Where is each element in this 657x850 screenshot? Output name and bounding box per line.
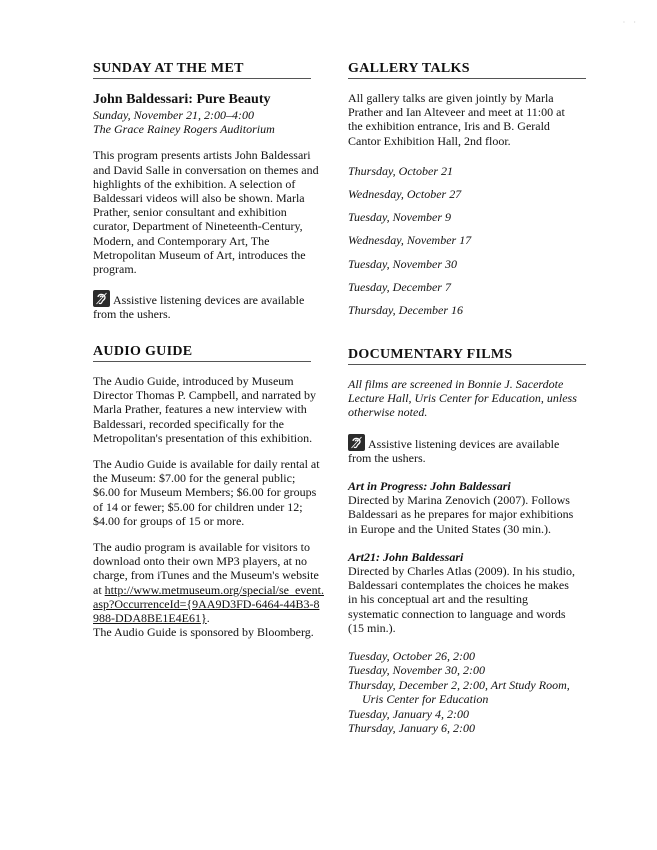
films-intro: All films are screened in Bonnie J. Sacerdote Lecture Hall, Uris Center for Education, unless otherwise noted. — [348, 377, 577, 420]
section-documentary-films — [348, 346, 580, 735]
talk-date: Thursday, December 16 — [348, 303, 463, 318]
section-audio-guide — [93, 343, 325, 639]
talk-date: Tuesday, November 30 — [348, 256, 457, 271]
talk-date: Wednesday, November 17 — [348, 233, 472, 248]
hearing-assist-icon — [348, 434, 365, 451]
audio-sponsor: The Audio Guide is sponsored by Bloomberg. — [93, 625, 314, 640]
screening-location: Uris Center for Education — [362, 692, 489, 707]
audio-download-info — [93, 540, 325, 625]
event-venue: The Grace Rainey Rogers Auditorium — [93, 122, 275, 137]
scan-marks: · · — [622, 18, 639, 27]
heading-audio-guide: AUDIO GUIDE — [93, 343, 311, 362]
audio-link-period: . — [206, 611, 210, 626]
film-description: Directed by Charles Atlas (2009). In his studio, Baldessari contemplates the choices he makes in his conceptual art and the resulting systematic connection to language and words (15 min.). — [348, 564, 575, 635]
heading-sunday-at-the-met: SUNDAY AT THE MET — [93, 60, 311, 79]
event-title: John Baldessari: Pure Beauty — [93, 92, 271, 107]
assistive-listening-note — [348, 434, 580, 465]
screening-date: Tuesday, October 26, 2:00 — [348, 649, 475, 664]
heading-documentary-films: DOCUMENTARY FILMS — [348, 346, 586, 365]
talk-date: Thursday, October 21 — [348, 163, 453, 178]
event-date: Sunday, November 21, 2:00–4:00 — [93, 108, 254, 122]
assist-text: Assistive listening devices are available from the ushers. — [93, 293, 305, 322]
assistive-listening-note — [93, 290, 325, 321]
audio-download-text: The audio program is available for visitors to download onto their own MP3 players, at no charge, from iTunes and the Museum's website at — [93, 540, 319, 597]
gallery-talks-intro: All gallery talks are given jointly by Marla Prather and Ian Alteveer and meet at 11:00 at the exhibition entrance, Iris and B. Gerald Cantor Exhibition Hall, 2nd floor. — [348, 91, 565, 148]
screening-dates — [348, 649, 580, 735]
film-description: Directed by Marina Zenovich (2007). Follows Baldessari as he prepares for major exhibitions in Europe and the United States (30 min.). — [348, 493, 574, 536]
screening-date: Tuesday, November 30, 2:00 — [348, 663, 485, 678]
section-sunday-at-the-met — [93, 60, 325, 322]
assist-text: Assistive listening devices are available from the ushers. — [348, 436, 560, 465]
talk-date: Tuesday, November 9 — [348, 210, 451, 225]
audio-download-link[interactable]: http://www.metmuseum.org/special/se_event.asp?OccurrenceId={9AA9D3FD-6464-44B3-8988-DDA8BE1E4E61} — [93, 582, 324, 626]
film-title-art21: Art21: John Baldessari — [348, 549, 464, 564]
screening-date: Tuesday, January 4, 2:00 — [348, 706, 469, 721]
film-title-art-in-progress: Art in Progress: John Baldessari — [348, 479, 511, 494]
audio-intro: The Audio Guide, introduced by Museum Director Thomas P. Campbell, and narrated by Marla Prather, features a new interview with Baldessari, recorded specifically for the Metropolitan's presentation of this exhibition. — [93, 374, 317, 445]
screening-date: Thursday, December 2, 2:00, Art Study Room, — [348, 677, 570, 692]
event-description: This program presents artists John Baldessari and David Salle in conversation on themes and highlights of the exhibition. A selection of Baldessari videos will also be shown. Marla Prather, senior consultant and exhibition curator, Department of Nineteenth-Century, Modern, and Contemporary Art, The Metropolitan Museum of Art, introduces the program. — [93, 148, 319, 277]
talk-date: Tuesday, December 7 — [348, 279, 451, 294]
section-gallery-talks — [348, 60, 580, 317]
hearing-assist-icon — [93, 290, 110, 307]
talk-date: Wednesday, October 27 — [348, 187, 462, 202]
gallery-talk-dates — [348, 164, 580, 317]
audio-rental-info: The Audio Guide is available for daily rental at the Museum: $7.00 for the general public; $6.00 for Museum Members; $6.00 for groups of 14 or fewer; $5.00 for children under 12; $4.00 for groups of 15 or more. — [93, 457, 320, 528]
screening-date: Thursday, January 6, 2:00 — [348, 721, 475, 736]
heading-gallery-talks: GALLERY TALKS — [348, 60, 586, 79]
